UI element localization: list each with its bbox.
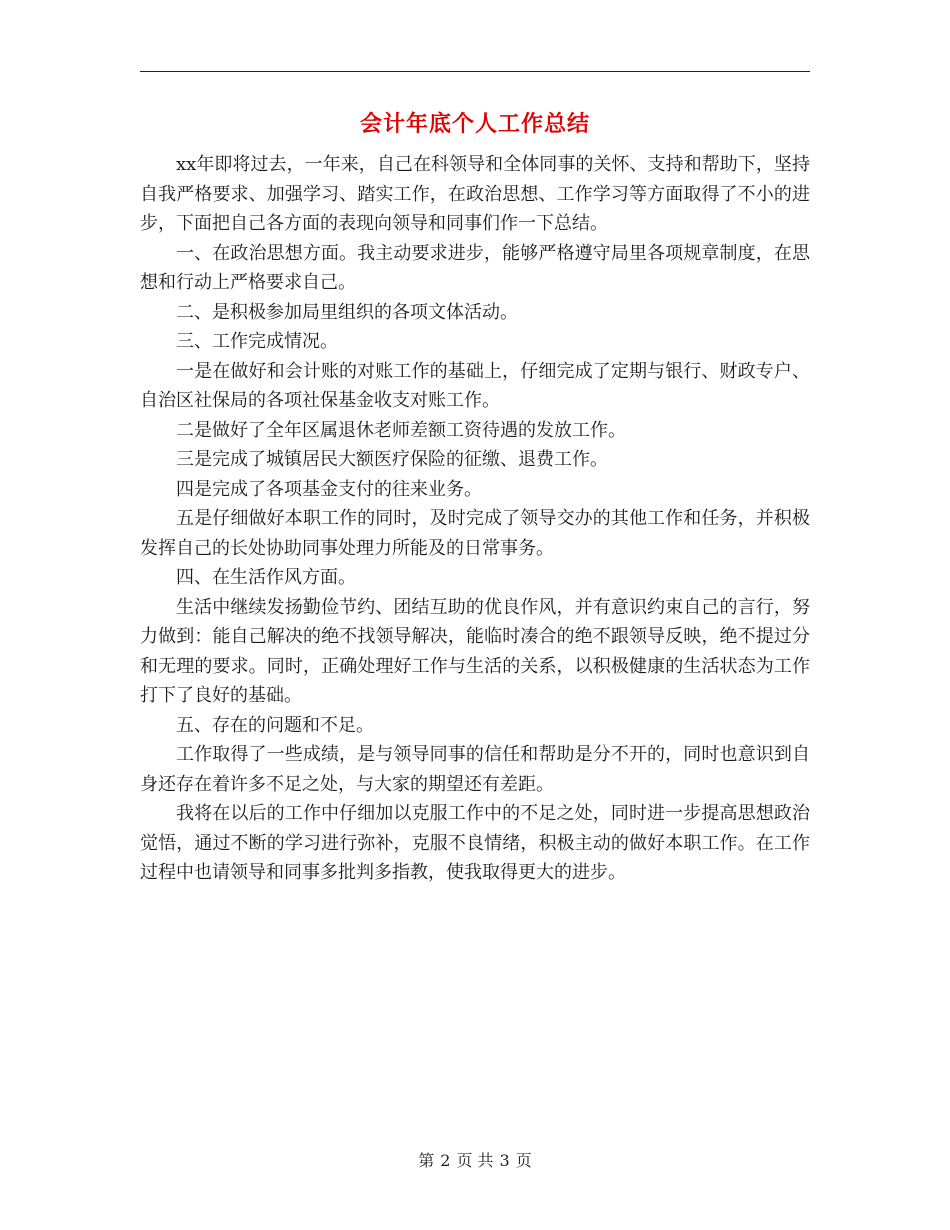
header-rule — [140, 71, 810, 72]
footer-total-pages: 3 — [499, 1151, 510, 1170]
paragraph-problems: 工作取得了一些成绩，是与领导同事的信任和帮助是分不开的，同时也意识到自身还存在着许多不足之处，与大家的期望还有差距。 — [140, 744, 810, 795]
footer-prefix: 第 — [418, 1151, 435, 1170]
paragraph-work-item-1: 一是在做好和会计账的对账工作的基础上，仔细完成了定期与银行、财政专户、自治区社保局的各项社保基金收支对账工作。 — [140, 360, 810, 411]
footer-suffix: 页 — [515, 1151, 532, 1170]
paragraph-conclusion: 我将在以后的工作中仔细加以克服工作中的不足之处，同时进一步提高思想政治觉悟，通过不断的学习进行弥补，克服不良情绪，积极主动的做好本职工作。在工作过程中也请领导和同事多批判多指教，使我取得更大的进步。 — [140, 803, 810, 883]
page-footer — [0, 1150, 950, 1172]
paragraph-lifestyle: 生活中继续发扬勤俭节约、团结互助的优良作风，并有意识约束自己的言行，努力做到：能自己解决的绝不找领导解决，能临时凑合的绝不跟领导反映，绝不提过分和无理的要求。同时，正确处理好工作与生活的关系，以积极健康的生活状态为工作打下了良好的基础。 — [140, 596, 810, 706]
paragraph-work-heading: 三、工作完成情况。 — [176, 331, 338, 352]
paragraph-political: 一、在政治思想方面。我主动要求进步，能够严格遵守局里各项规章制度，在思想和行动上严格要求自己。 — [140, 242, 810, 293]
footer-middle: 页 共 — [456, 1151, 494, 1170]
paragraph-activities: 二、是积极参加局里组织的各项文体活动。 — [176, 301, 518, 323]
paragraph-problems-heading: 五、存在的问题和不足。 — [176, 714, 374, 736]
paragraph-work-item-4: 四是完成了各项基金支付的往来业务。 — [176, 478, 482, 500]
document-body — [140, 150, 810, 888]
paragraph-work-item-2: 二是做好了全年区属退休老师差额工资待遇的发放工作。 — [176, 419, 626, 441]
document-title: 会计年底个人工作总结 — [359, 112, 590, 137]
paragraph-work-item-3: 三是完成了城镇居民大额医疗保险的征缴、退费工作。 — [176, 449, 608, 470]
footer-page-number: 2 — [440, 1151, 451, 1170]
paragraph-work-item-5: 五是仔细做好本职工作的同时，及时完成了领导交办的其他工作和任务，并积极发挥自己的长处协助同事处理力所能及的日常事务。 — [140, 508, 810, 559]
paragraph-intro: xx年即将过去，一年来，自己在科领导和全体同事的关怀、支持和帮助下，坚持自我严格要求、加强学习、踏实工作，在政治思想、工作学习等方面取得了不小的进步，下面把自己各方面的表现向领导和同事们作一下总结。 — [140, 154, 810, 234]
paragraph-lifestyle-heading: 四、在生活作风方面。 — [176, 567, 356, 588]
